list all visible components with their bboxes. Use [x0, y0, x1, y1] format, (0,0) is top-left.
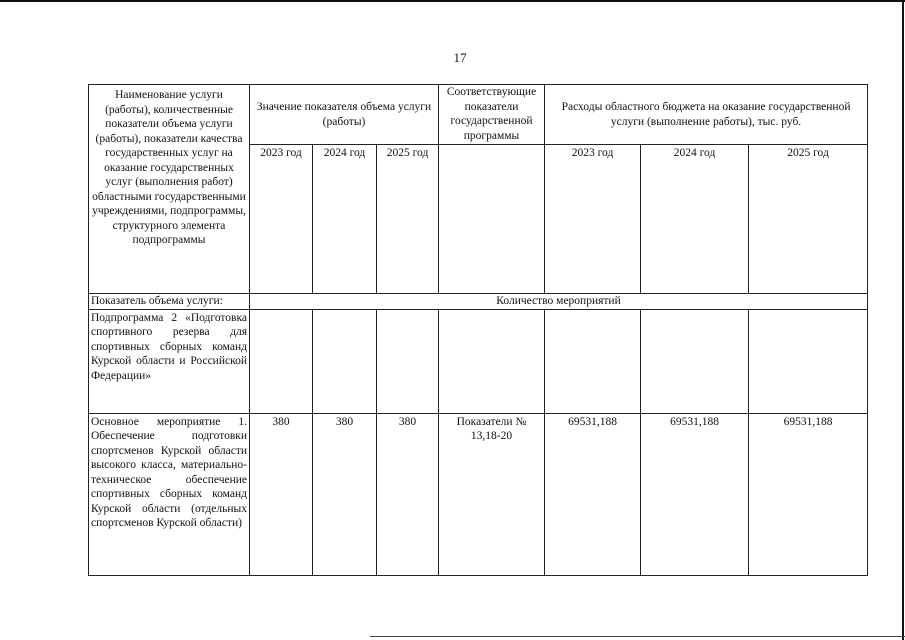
subprogram-row [89, 309, 868, 413]
activity-budget-value: 69531,188 [749, 413, 868, 576]
subprogram-name: Подпрограмма 2 «Подготовка спортивного резерва для спортивных сборных команд Курской области и Российской Федерации» [89, 309, 250, 413]
activity-name: Основное мероприятие 1. Обеспечение подготовки спортсменов Курской области высокого класса, материально-техническое обеспечение спортивных сборных команд Курской области (отдельных спортсменов Курской области) [89, 413, 250, 576]
budget-table [88, 84, 868, 576]
page-number: 17 [453, 50, 467, 65]
header-volume-year: 2023 год [250, 145, 313, 294]
header-budget-year: 2025 год [749, 145, 868, 294]
scan-edge-bottom [370, 636, 905, 637]
header-volume-year: 2025 год [377, 145, 439, 294]
indicator-row [89, 294, 868, 310]
header-row-groups [89, 85, 868, 145]
header-name-column: Наименование услуги (работы), количественные показатели объема услуги (работы), показатели качества государственных услуг на оказание государственных услуг (выполнения работ) областными государственными учреждениями, подпрограммы, структурного элемента подпрограммы [89, 85, 250, 294]
activity-volume-value: 380 [377, 413, 439, 576]
indicator-label: Показатель объема услуги: [89, 294, 250, 310]
empty-cell [250, 309, 313, 413]
header-program-indicators-blank [439, 145, 545, 294]
header-program-indicators: Соответствующие показатели государственной программы [439, 85, 545, 145]
header-budget-year: 2023 год [545, 145, 641, 294]
activity-budget-value: 69531,188 [641, 413, 749, 576]
empty-cell [439, 309, 545, 413]
indicator-value: Количество мероприятий [250, 294, 868, 310]
header-budget-group: Расходы областного бюджета на оказание государственной услуги (выполнение работы), тыс. руб. [545, 85, 868, 145]
header-volume-group: Значение показателя объема услуги (работы) [250, 85, 439, 145]
activity-row [89, 413, 868, 576]
activity-volume-value: 380 [250, 413, 313, 576]
activity-volume-value: 380 [313, 413, 377, 576]
header-budget-year: 2024 год [641, 145, 749, 294]
header-volume-year: 2024 год [313, 145, 377, 294]
activity-program-indicators: Показатели № 13,18-20 [439, 413, 545, 576]
empty-cell [377, 309, 439, 413]
activity-budget-value: 69531,188 [545, 413, 641, 576]
scan-edge-right [902, 0, 904, 640]
empty-cell [749, 309, 868, 413]
empty-cell [545, 309, 641, 413]
empty-cell [313, 309, 377, 413]
empty-cell [641, 309, 749, 413]
scan-edge-top [0, 0, 905, 2]
